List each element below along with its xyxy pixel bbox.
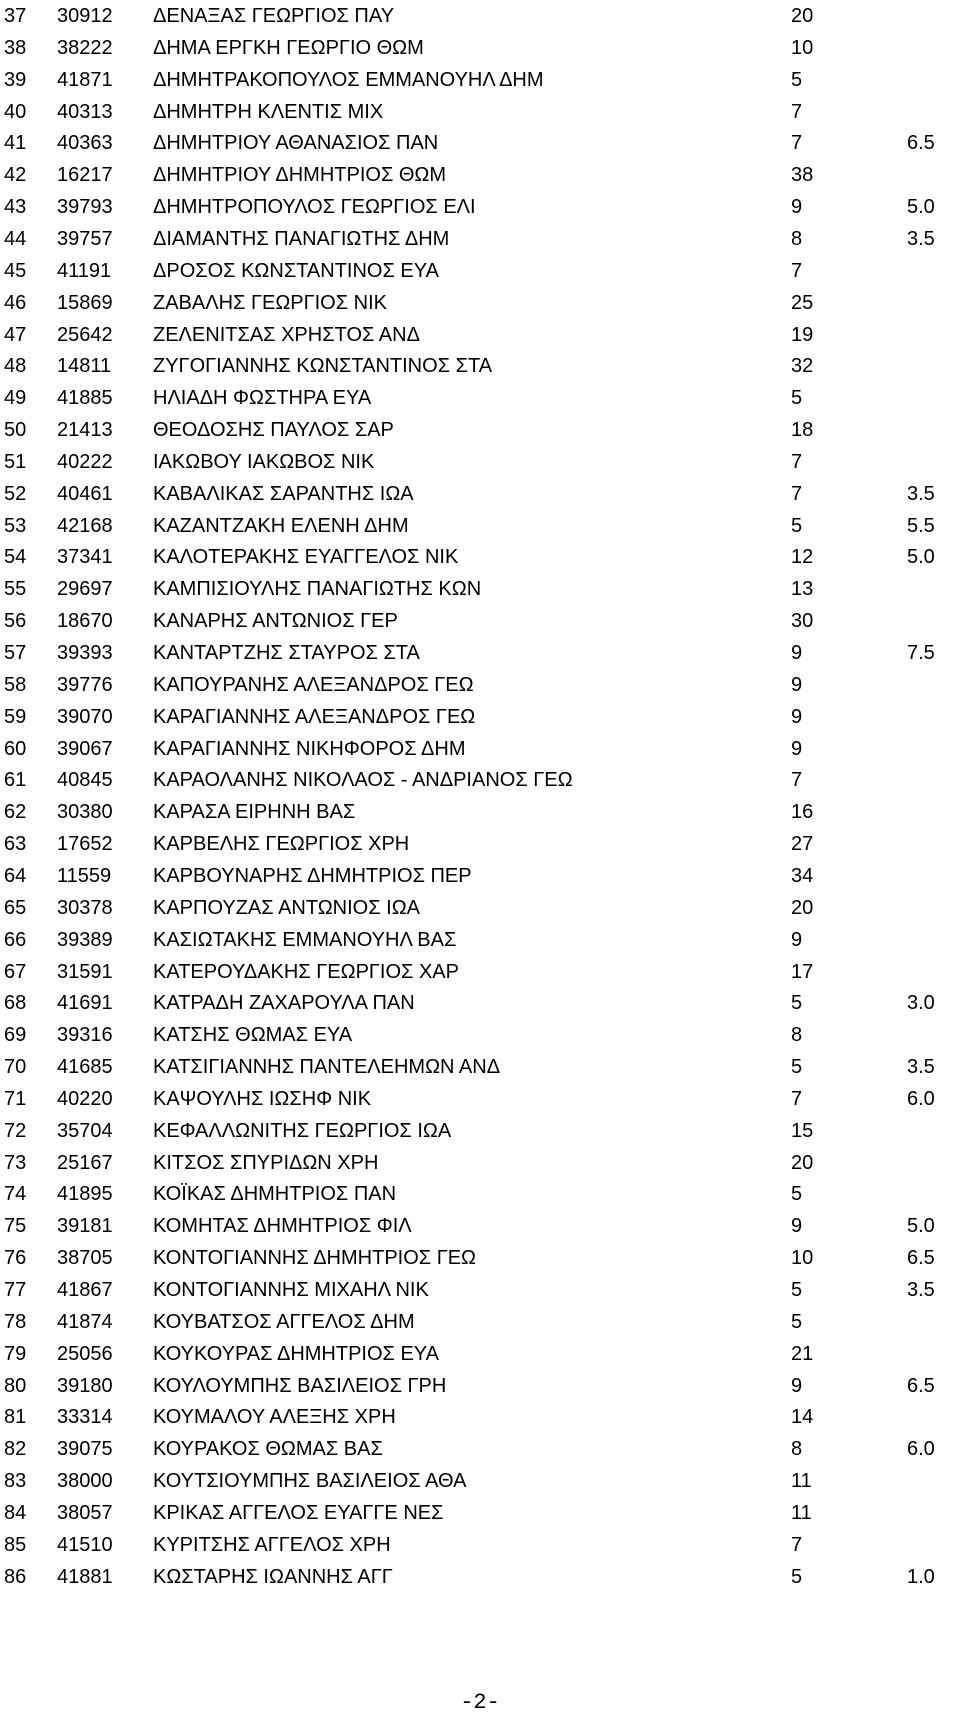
full-name: ΚΑΡΠΟΥΖΑΣ ΑΝΤΩΝΙΟΣ ΙΩΑ [153, 896, 421, 919]
registry-code: 40461 [57, 482, 113, 505]
full-name: ΚΙΤΣΟΣ ΣΠΥΡΙΔΩΝ ΧΡΗ [153, 1151, 379, 1174]
full-name: ΚΟΜΗΤΑΣ ΔΗΜΗΤΡΙΟΣ ΦΙΛ [153, 1215, 412, 1238]
registry-code: 39776 [57, 673, 113, 696]
registry-code: 30378 [57, 896, 113, 919]
table-row [0, 0, 960, 32]
row-number: 60 [4, 737, 27, 760]
table-row [0, 319, 960, 351]
score-value: 8 [791, 1438, 803, 1461]
score-value: 9 [791, 737, 803, 760]
full-name: ΚΟΥΤΣΙΟΥΜΠΗΣ ΒΑΣΙΛΕΙΟΣ ΑΘΑ [153, 1470, 467, 1493]
registry-code: 41191 [57, 259, 112, 282]
row-number: 54 [4, 546, 27, 569]
secondary-value: 5.0 [907, 546, 935, 569]
row-number: 37 [4, 5, 27, 27]
score-value: 17 [791, 960, 814, 983]
row-number: 85 [4, 1533, 27, 1556]
score-value: 5 [791, 1310, 803, 1333]
score-value: 16 [791, 801, 814, 824]
row-number: 66 [4, 928, 27, 951]
full-name: ΚΟΥΒΑΤΣΟΣ ΑΓΓΕΛΟΣ ΔΗΜ [153, 1310, 415, 1333]
score-value: 32 [791, 355, 814, 378]
registry-code: 29697 [57, 578, 113, 601]
score-value: 5 [791, 514, 803, 537]
score-value: 20 [791, 1151, 814, 1174]
full-name: ΔΡΟΣΟΣ ΚΩΝΣΤΑΝΤΙΝΟΣ ΕΥΑ [153, 259, 439, 282]
registry-code: 38000 [57, 1470, 113, 1493]
table-row [0, 860, 960, 892]
full-name: ΗΛΙΑΔΗ ΦΩΣΤΗΡΑ ΕΥΑ [153, 387, 372, 410]
full-name: ΚΟΥΡΑΚΟΣ ΘΩΜΑΣ ΒΑΣ [153, 1438, 383, 1461]
table-row [0, 892, 960, 924]
registry-code: 40363 [57, 132, 113, 155]
table-row [0, 1051, 960, 1083]
row-number: 65 [4, 896, 27, 919]
table-row [0, 796, 960, 828]
registry-code: 35704 [57, 1119, 113, 1142]
score-value: 7 [791, 482, 803, 505]
full-name: ΔΗΜΗΤΡΟΠΟΥΛΟΣ ΓΕΩΡΓΙΟΣ ΕΛΙ [153, 196, 476, 219]
row-number: 77 [4, 1279, 27, 1301]
full-name: ΚΡΙΚΑΣ ΑΓΓΕΛΟΣ ΕΥΑΓΓΕ ΝΕΣ [153, 1501, 444, 1524]
full-name: ΙΑΚΩΒΟΥ ΙΑΚΩΒΟΣ ΝΙΚ [153, 450, 375, 473]
score-value: 10 [791, 36, 814, 59]
score-value: 5 [791, 1056, 803, 1079]
table-row [0, 191, 960, 223]
full-name: ΚΑΤΕΡΟΥΔΑΚΗΣ ΓΕΩΡΓΙΟΣ ΧΑΡ [153, 960, 459, 983]
table-row [0, 64, 960, 96]
registry-code: 39181 [57, 1215, 113, 1238]
score-value: 5 [791, 68, 803, 91]
full-name: ΚΟΥΜΑΛΟΥ ΑΛΕΞΗΣ ΧΡΗ [153, 1406, 396, 1429]
score-value: 9 [791, 196, 803, 219]
registry-code: 41867 [57, 1279, 113, 1301]
table-row [0, 1465, 960, 1497]
score-value: 25 [791, 291, 814, 314]
table-row [0, 573, 960, 605]
table-row [0, 478, 960, 510]
row-number: 75 [4, 1215, 27, 1238]
score-value: 7 [791, 1087, 803, 1110]
registry-code: 40313 [57, 100, 113, 123]
score-value: 12 [791, 546, 814, 569]
table-row [0, 1529, 960, 1561]
registry-code: 25167 [57, 1151, 113, 1174]
registry-code: 40845 [57, 769, 113, 792]
full-name: ΚΑΣΙΩΤΑΚΗΣ ΕΜΜΑΝΟΥΗΛ ΒΑΣ [153, 928, 457, 951]
table-row [0, 96, 960, 128]
score-value: 20 [791, 5, 814, 27]
row-number: 52 [4, 482, 27, 505]
score-value: 5 [791, 1279, 803, 1301]
registry-code: 41881 [57, 1565, 113, 1588]
row-number: 83 [4, 1470, 27, 1493]
registry-code: 38705 [57, 1247, 113, 1270]
score-value: 20 [791, 896, 814, 919]
row-number: 79 [4, 1342, 27, 1365]
row-number: 71 [4, 1087, 27, 1110]
full-name: ΚΟΝΤΟΓΙΑΝΝΗΣ ΜΙΧΑΗΛ ΝΙΚ [153, 1279, 429, 1301]
score-value: 5 [791, 992, 803, 1015]
full-name: ΚΑΡΑΓΙΑΝΝΗΣ ΑΛΕΞΑΝΔΡΟΣ ΓΕΩ [153, 705, 476, 728]
row-number: 59 [4, 705, 27, 728]
row-number: 41 [4, 132, 27, 155]
score-value: 9 [791, 642, 803, 664]
full-name: ΚΑΠΟΥΡΑΝΗΣ ΑΛΕΞΑΝΔΡΟΣ ΓΕΩ [153, 673, 474, 696]
registry-code: 11559 [57, 864, 112, 887]
registry-code: 41691 [57, 992, 113, 1015]
table-row [0, 605, 960, 637]
full-name: ΚΥΡΙΤΣΗΣ ΑΓΓΕΛΟΣ ΧΡΗ [153, 1533, 391, 1556]
registry-code: 17652 [57, 833, 113, 856]
full-name: ΚΑΤΣΙΓΙΑΝΝΗΣ ΠΑΝΤΕΛΕΗΜΩΝ ΑΝΔ [153, 1056, 501, 1079]
score-value: 5 [791, 1183, 803, 1206]
table-row [0, 1019, 960, 1051]
registry-code: 39180 [57, 1374, 113, 1397]
table-row [0, 956, 960, 988]
table-row [0, 1210, 960, 1242]
row-number: 40 [4, 100, 27, 123]
row-number: 50 [4, 419, 27, 442]
table-row [0, 764, 960, 796]
table-row [0, 1401, 960, 1433]
table-row [0, 414, 960, 446]
row-number: 70 [4, 1056, 27, 1079]
registry-code: 39393 [57, 642, 113, 664]
full-name: ΖΕΛΕΝΙΤΣΑΣ ΧΡΗΣΤΟΣ ΑΝΔ [153, 323, 420, 346]
score-value: 14 [791, 1406, 814, 1429]
table-row [0, 924, 960, 956]
registry-code: 39757 [57, 227, 113, 250]
secondary-value: 5.0 [907, 1215, 935, 1238]
page-number: -2- [460, 1690, 500, 1715]
full-name: ΔΕΝΑΞΑΣ ΓΕΩΡΓΙΟΣ ΠΑΥ [153, 5, 395, 27]
full-name: ΚΑΡΒΕΛΗΣ ΓΕΩΡΓΙΟΣ ΧΡΗ [153, 833, 410, 856]
secondary-value: 6.5 [907, 1374, 935, 1397]
score-value: 30 [791, 610, 814, 633]
row-number: 57 [4, 642, 27, 664]
row-number: 76 [4, 1247, 27, 1270]
registry-code: 21413 [57, 419, 113, 442]
score-value: 15 [791, 1119, 814, 1142]
row-number: 47 [4, 323, 27, 346]
table-row [0, 1115, 960, 1147]
table-row [0, 733, 960, 765]
full-name: ΚΑΖΑΝΤΖΑΚΗ ΕΛΕΝΗ ΔΗΜ [153, 514, 409, 537]
score-value: 38 [791, 164, 814, 187]
full-name: ΖΑΒΑΛΗΣ ΓΕΩΡΓΙΟΣ ΝΙΚ [153, 291, 387, 314]
secondary-value: 6.5 [907, 1247, 935, 1270]
table-row [0, 669, 960, 701]
registry-code: 16217 [57, 164, 113, 187]
score-value: 21 [791, 1342, 814, 1365]
full-name: ΔΗΜΗΤΡΑΚΟΠΟΥΛΟΣ ΕΜΜΑΝΟΥΗΛ ΔΗΜ [153, 68, 544, 91]
registry-code: 39067 [57, 737, 113, 760]
row-number: 68 [4, 992, 27, 1015]
row-number: 46 [4, 291, 27, 314]
row-number: 81 [4, 1406, 27, 1429]
full-name: ΚΑΤΣΗΣ ΘΩΜΑΣ ΕΥΑ [153, 1024, 353, 1047]
full-name: ΔΗΜΗΤΡΗ ΚΛΕΝΤΙΣ ΜΙΧ [153, 100, 384, 123]
table-row [0, 382, 960, 414]
score-value: 9 [791, 1215, 803, 1238]
registry-code: 42168 [57, 514, 113, 537]
table-row [0, 1497, 960, 1529]
full-name: ΚΑΝΑΡΗΣ ΑΝΤΩΝΙΟΣ ΓΕΡ [153, 610, 398, 633]
full-name: ΚΑΨΟΥΛΗΣ ΙΩΣΗΦ ΝΙΚ [153, 1087, 372, 1110]
secondary-value: 3.5 [907, 1056, 935, 1079]
secondary-value: 1.0 [907, 1565, 935, 1588]
row-number: 73 [4, 1151, 27, 1174]
table-row [0, 987, 960, 1019]
secondary-value: 3.0 [907, 992, 935, 1015]
row-number: 62 [4, 801, 27, 824]
table-row [0, 223, 960, 255]
secondary-value: 5.5 [907, 514, 935, 537]
table-row [0, 1147, 960, 1179]
registry-code: 41885 [57, 387, 113, 410]
registry-code: 38057 [57, 1501, 113, 1524]
row-number: 67 [4, 960, 27, 983]
full-name: ΚΑΒΑΛΙΚΑΣ ΣΑΡΑΝΤΗΣ ΙΩΑ [153, 482, 414, 505]
table-row [0, 1370, 960, 1402]
full-name: ΚΑΤΡΑΔΗ ΖΑΧΑΡΟΥΛΑ ΠΑΝ [153, 992, 415, 1015]
secondary-value: 3.5 [907, 1279, 935, 1301]
registry-code: 25642 [57, 323, 113, 346]
registry-code: 18670 [57, 610, 113, 633]
table-row [0, 1178, 960, 1210]
table-row [0, 1433, 960, 1465]
score-value: 9 [791, 673, 803, 696]
score-value: 34 [791, 864, 814, 887]
registry-code: 41895 [57, 1183, 113, 1206]
score-value: 5 [791, 1565, 803, 1588]
score-value: 7 [791, 769, 803, 792]
registry-code: 30380 [57, 801, 113, 824]
registry-code: 15869 [57, 291, 113, 314]
secondary-value: 5.0 [907, 196, 935, 219]
score-value: 11 [791, 1470, 812, 1493]
table-row [0, 255, 960, 287]
row-number: 63 [4, 833, 27, 856]
row-number: 80 [4, 1374, 27, 1397]
row-number: 42 [4, 164, 27, 187]
full-name: ΚΑΡΑΟΛΑΝΗΣ ΝΙΚΟΛΑΟΣ - ΑΝΔΡΙΑΝΟΣ ΓΕΩ [153, 769, 573, 792]
table-row [0, 1083, 960, 1115]
registry-code: 39389 [57, 928, 113, 951]
score-value: 5 [791, 387, 803, 410]
row-number: 78 [4, 1310, 27, 1333]
full-name: ΔΗΜΗΤΡΙΟΥ ΑΘΑΝΑΣΙΟΣ ΠΑΝ [153, 132, 439, 155]
full-name: ΚΑΜΠΙΣΙΟΥΛΗΣ ΠΑΝΑΓΙΩΤΗΣ ΚΩΝ [153, 578, 482, 601]
registry-code: 39070 [57, 705, 113, 728]
row-number: 61 [4, 769, 27, 792]
full-name: ΚΑΡΑΓΙΑΝΝΗΣ ΝΙΚΗΦΟΡΟΣ ΔΗΜ [153, 737, 466, 760]
row-number: 82 [4, 1438, 27, 1461]
registry-code: 38222 [57, 36, 113, 59]
full-name: ΚΟΥΛΟΥΜΠΗΣ ΒΑΣΙΛΕΙΟΣ ΓΡΗ [153, 1374, 447, 1397]
row-number: 64 [4, 864, 27, 887]
registry-code: 39316 [57, 1024, 113, 1047]
secondary-value: 3.5 [907, 227, 935, 250]
registry-code: 37341 [57, 546, 113, 569]
registry-code: 40222 [57, 450, 113, 473]
full-name: ΚΩΣΤΑΡΗΣ ΙΩΑΝΝΗΣ ΑΓΓ [153, 1565, 393, 1588]
score-value: 7 [791, 100, 803, 123]
score-value: 10 [791, 1247, 814, 1270]
table-row [0, 1274, 960, 1306]
registry-code: 41685 [57, 1056, 113, 1079]
table-row [0, 637, 960, 669]
row-number: 48 [4, 355, 27, 378]
row-number: 56 [4, 610, 27, 633]
full-name: ΔΙΑΜΑΝΤΗΣ ΠΑΝΑΓΙΩΤΗΣ ΔΗΜ [153, 227, 450, 250]
score-value: 7 [791, 1533, 803, 1556]
registry-code: 30912 [57, 5, 113, 27]
row-number: 58 [4, 673, 27, 696]
score-value: 8 [791, 1024, 803, 1047]
score-value: 7 [791, 132, 803, 155]
full-name: ΚΟΝΤΟΓΙΑΝΝΗΣ ΔΗΜΗΤΡΙΟΣ ΓΕΩ [153, 1247, 476, 1270]
table-row [0, 510, 960, 542]
row-number: 53 [4, 514, 27, 537]
score-value: 7 [791, 450, 803, 473]
row-number: 72 [4, 1119, 27, 1142]
row-number: 84 [4, 1501, 27, 1524]
score-value: 9 [791, 928, 803, 951]
secondary-value: 6.5 [907, 132, 935, 155]
row-number: 45 [4, 259, 27, 282]
registry-code: 33314 [57, 1406, 113, 1429]
table-row [0, 1338, 960, 1370]
score-value: 13 [791, 578, 814, 601]
score-value: 27 [791, 833, 814, 856]
row-number: 38 [4, 36, 27, 59]
table-row [0, 127, 960, 159]
full-name: ΖΥΓΟΓΙΑΝΝΗΣ ΚΩΝΣΤΑΝΤΙΝΟΣ ΣΤΑ [153, 355, 493, 378]
registry-code: 41510 [57, 1533, 113, 1556]
row-number: 86 [4, 1565, 27, 1588]
score-value: 19 [791, 323, 814, 346]
table-row [0, 828, 960, 860]
row-number: 39 [4, 68, 27, 91]
full-name: ΚΑΡΑΣΑ ΕΙΡΗΝΗ ΒΑΣ [153, 801, 356, 824]
full-name: ΚΑΛΟΤΕΡΑΚΗΣ ΕΥΑΓΓΕΛΟΣ ΝΙΚ [153, 546, 459, 569]
full-name: ΚΑΝΤΑΡΤΖΗΣ ΣΤΑΥΡΟΣ ΣΤΑ [153, 642, 420, 664]
full-name: ΚΟΥΚΟΥΡΑΣ ΔΗΜΗΤΡΙΟΣ ΕΥΑ [153, 1342, 439, 1365]
table-row [0, 350, 960, 382]
secondary-value: 6.0 [907, 1438, 935, 1461]
registry-code: 25056 [57, 1342, 113, 1365]
full-name: ΘΕΟΔΟΣΗΣ ΠΑΥΛΟΣ ΣΑΡ [153, 419, 394, 442]
row-number: 51 [4, 450, 27, 473]
table-row [0, 541, 960, 573]
registry-code: 39075 [57, 1438, 113, 1461]
registry-code: 31591 [57, 960, 113, 983]
score-value: 9 [791, 1374, 803, 1397]
row-number: 74 [4, 1183, 27, 1206]
row-number: 49 [4, 387, 27, 410]
row-number: 44 [4, 227, 27, 250]
table-row [0, 1242, 960, 1274]
full-name: ΚΟΪΚΑΣ ΔΗΜΗΤΡΙΟΣ ΠΑΝ [153, 1183, 397, 1206]
secondary-value: 3.5 [907, 482, 935, 505]
score-value: 8 [791, 227, 803, 250]
score-value: 11 [791, 1501, 812, 1524]
score-value: 18 [791, 419, 814, 442]
full-name: ΚΕΦΑΛΛΩΝΙΤΗΣ ΓΕΩΡΓΙΟΣ ΙΩΑ [153, 1119, 452, 1142]
registry-code: 40220 [57, 1087, 113, 1110]
full-name: ΚΑΡΒΟΥΝΑΡΗΣ ΔΗΜΗΤΡΙΟΣ ΠΕΡ [153, 864, 472, 887]
row-number: 69 [4, 1024, 27, 1047]
registry-code: 39793 [57, 196, 113, 219]
table-row [0, 287, 960, 319]
score-value: 7 [791, 259, 803, 282]
registry-code: 14811 [57, 355, 112, 378]
table-row [0, 159, 960, 191]
table-row [0, 32, 960, 64]
row-number: 43 [4, 196, 27, 219]
full-name: ΔΗΜΑ ΕΡΓΚΗ ΓΕΩΡΓΙΟ ΘΩΜ [153, 36, 424, 59]
table-row [0, 446, 960, 478]
table-row [0, 1561, 960, 1593]
registry-code: 41871 [57, 68, 113, 91]
secondary-value: 6.0 [907, 1087, 935, 1110]
table-row [0, 701, 960, 733]
secondary-value: 7.5 [907, 642, 935, 664]
registry-code: 41874 [57, 1310, 113, 1333]
row-number: 55 [4, 578, 27, 601]
score-value: 9 [791, 705, 803, 728]
full-name: ΔΗΜΗΤΡΙΟΥ ΔΗΜΗΤΡΙΟΣ ΘΩΜ [153, 164, 447, 187]
table-row [0, 1306, 960, 1338]
